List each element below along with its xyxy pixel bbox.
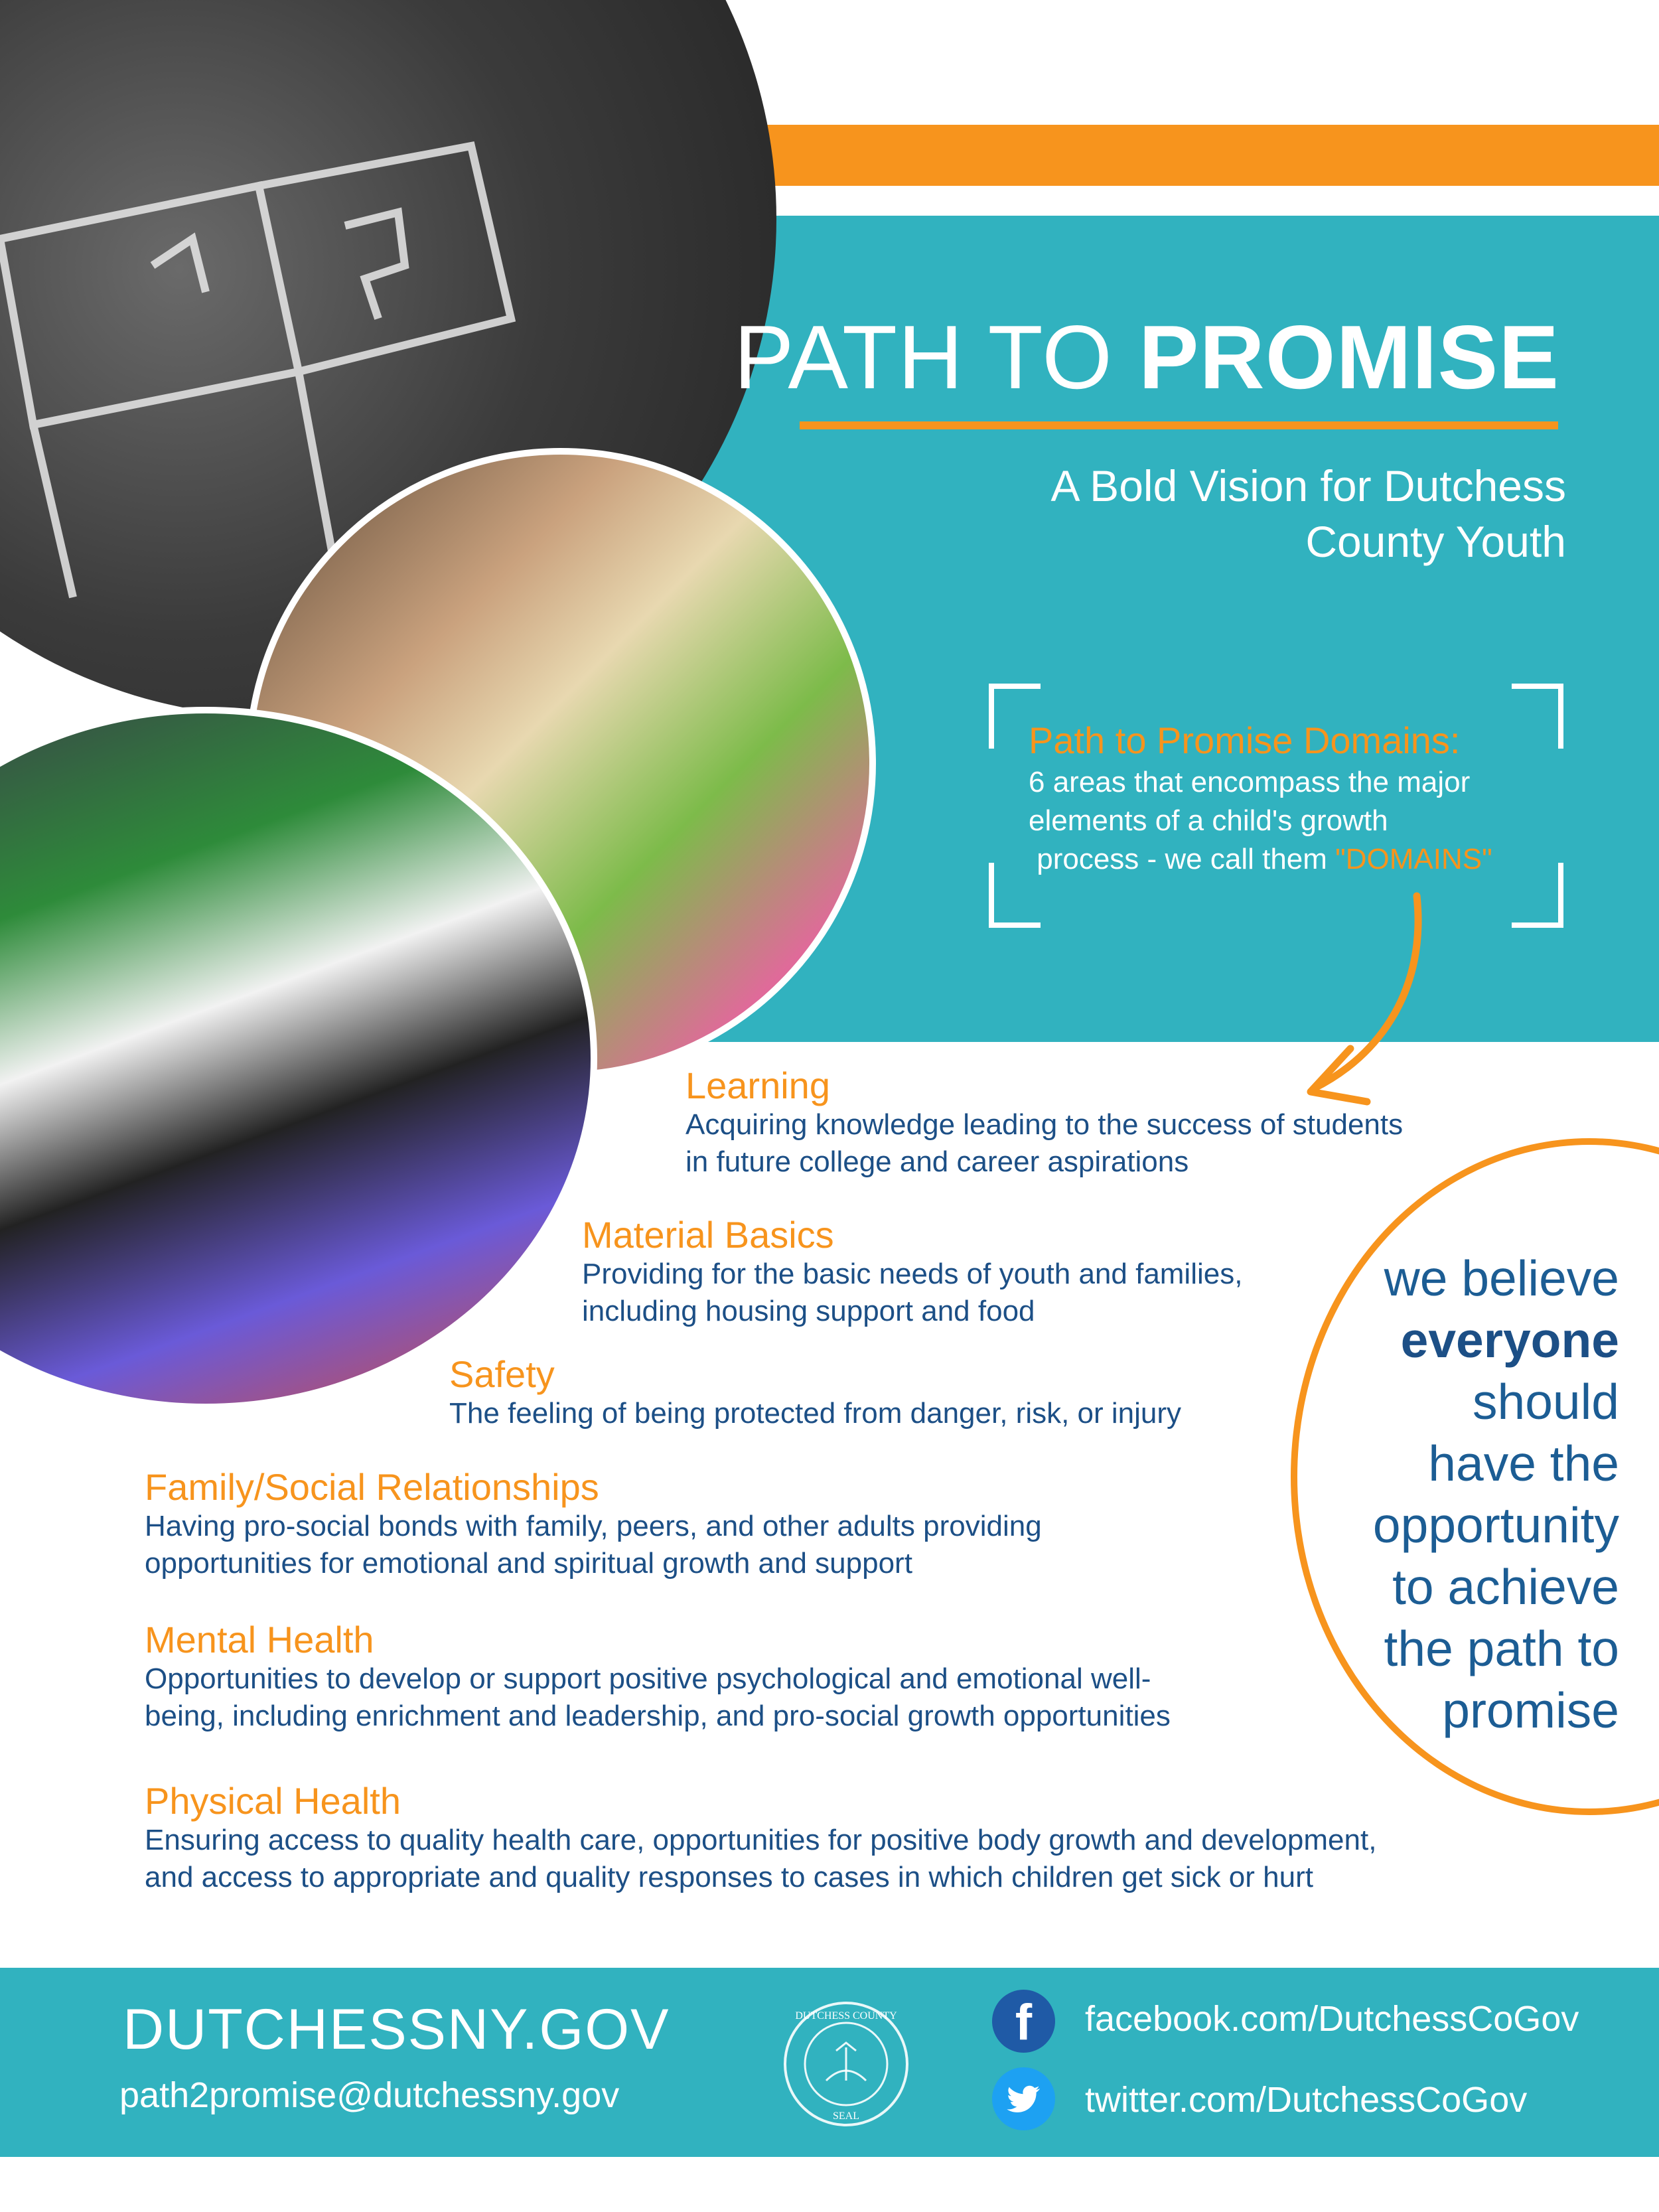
- subtitle: [830, 458, 1566, 569]
- domain-title: Safety: [449, 1353, 555, 1395]
- seal-text-top: DUTCHESS COUNTY: [795, 2010, 897, 2022]
- quote-emphasis: everyone: [1400, 1312, 1619, 1368]
- domain-text: Ensuring access to quality health care, opportunities for positive body growth and development,: [145, 1823, 1377, 1856]
- description-line: process - we call them: [1029, 843, 1336, 875]
- domain-safety: [449, 1354, 1181, 1432]
- domain-learning: [685, 1065, 1403, 1181]
- domain-text: and access to appropriate and quality responses to cases in which children get sick or hurt: [145, 1860, 1313, 1893]
- email-link[interactable]: path2promise@dutchessny.gov: [119, 2075, 620, 2115]
- domain-text: opportunities for emotional and spiritual growth and support: [145, 1546, 912, 1580]
- domain-text: Providing for the basic needs of youth and families,: [582, 1257, 1243, 1290]
- domain-physical-health: [145, 1781, 1376, 1896]
- bracket-top-right: [1512, 684, 1563, 749]
- domain-title: Family/Social Relationships: [145, 1466, 599, 1508]
- quote-line: to achieve: [1392, 1559, 1619, 1615]
- domain-title: Material Basics: [582, 1214, 834, 1256]
- page-title: PATH TO PROMISE: [733, 307, 1559, 407]
- twitter-link[interactable]: twitter.com/DutchessCoGov: [1085, 2080, 1528, 2120]
- seal-text-bottom: SEAL: [833, 2110, 859, 2122]
- domain-family-social: [145, 1467, 1042, 1582]
- domain-title: Learning: [685, 1065, 830, 1106]
- website-link[interactable]: DUTCHESSNY.GOV: [123, 1998, 670, 2061]
- description-line: elements of a child's growth: [1029, 804, 1388, 837]
- quote-line: have the: [1428, 1436, 1619, 1491]
- description-line: 6 areas that encompass the major: [1029, 766, 1471, 798]
- domain-material-basics: [582, 1215, 1242, 1330]
- facebook-icon[interactable]: f: [992, 1990, 1055, 2053]
- facebook-link[interactable]: facebook.com/DutchessCoGov: [1085, 1999, 1579, 2039]
- domains-description: [1029, 763, 1533, 879]
- domain-text: in future college and career aspirations: [685, 1145, 1189, 1178]
- domain-text: including housing support and food: [582, 1294, 1035, 1327]
- domain-text: Having pro-social bonds with family, peers, and other adults providing: [145, 1509, 1042, 1542]
- quote-line: promise: [1442, 1682, 1619, 1738]
- domain-text: being, including enrichment and leadership, and pro-social growth opportunities: [145, 1699, 1171, 1732]
- domain-title: Mental Health: [145, 1619, 374, 1660]
- quote-line: opportunity: [1372, 1497, 1619, 1553]
- subtitle-line: County Youth: [1305, 517, 1566, 566]
- belief-quote: [1294, 1248, 1619, 1741]
- domain-text: Acquiring knowledge leading to the success of students: [685, 1108, 1404, 1141]
- domains-highlight: "DOMAINS": [1335, 843, 1492, 875]
- domain-text: The feeling of being protected from danger, risk, or injury: [449, 1396, 1182, 1430]
- subtitle-line: A Bold Vision for Dutchess: [1050, 461, 1566, 510]
- domain-mental-health: [145, 1619, 1171, 1735]
- quote-line: we believe: [1384, 1250, 1619, 1306]
- quote-line: should: [1472, 1374, 1619, 1430]
- twitter-icon[interactable]: [992, 2067, 1055, 2130]
- domains-heading: Path to Promise Domains:: [1029, 719, 1461, 761]
- domain-text: Opportunities to develop or support positive psychological and emotional well-: [145, 1662, 1151, 1695]
- quote-line: the path to: [1384, 1621, 1619, 1676]
- county-seal: [780, 1998, 912, 2130]
- title-underline: [800, 421, 1558, 429]
- domain-title: Physical Health: [145, 1780, 401, 1822]
